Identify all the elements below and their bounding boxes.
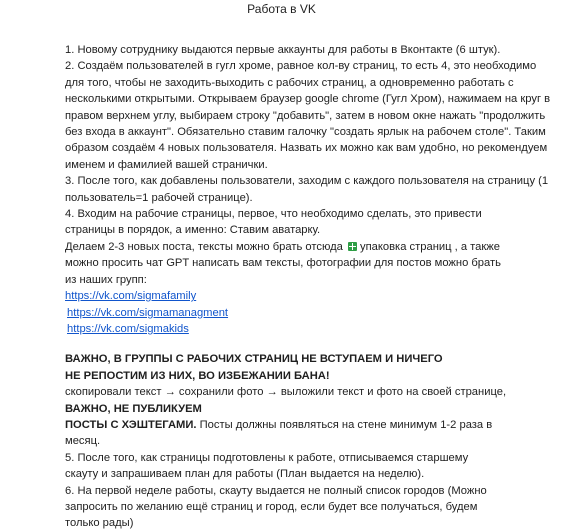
text-line: 6. На первой неделе работы, скауту выдается не полный список городов (Можно xyxy=(65,484,487,497)
text-line: несколькими открытыми. Открываем браузер google chrome (Гугл Хром), нажимаем на круг в xyxy=(65,93,551,106)
text-line: образом создаём 4 новых пользователя. Назвать их можно как вам удобно, но рекомендуем xyxy=(65,142,548,155)
text-line: скопировали текст → сохранили фото → выложили текст и фото на своей странице, xyxy=(65,386,507,399)
document-title: Работа в VK xyxy=(247,2,316,16)
green-plus-icon xyxy=(348,242,357,251)
text-line: 5. После того, как страницы подготовлены к работе, отписываемся старшему xyxy=(65,451,469,464)
text-line: 3. После того, как добавлены пользователи, заходим с каждого пользователя на страницу (1 xyxy=(65,175,549,188)
text-line: пользователь=1 рабочей странице). xyxy=(65,191,253,204)
text-line xyxy=(65,417,535,433)
text-line: только рады) xyxy=(65,517,134,530)
text-line: скауту и запрашиваем план для работы (План выдается на неделю). xyxy=(65,468,425,481)
warning-segment: ПОСТЫ С ХЭШТЕГАМИ. xyxy=(65,418,197,431)
spacer xyxy=(65,337,535,351)
document-body xyxy=(65,42,551,532)
text-line: правом верхнем углу, выбираем строку "добавить", затем в новом окне нажать "продолжить xyxy=(65,109,546,122)
text-line: запросить по желанию ещё страниц и город, если будет все получаться, будем xyxy=(65,500,478,513)
warning-line: ВАЖНО, НЕ ПУБЛИКУЕМ xyxy=(65,402,202,415)
text-line: без входа в аккаунт". Обязательно ставим галочку "создать ярлык на рабочем столе". Таким xyxy=(65,126,546,139)
text-line: из наших групп: xyxy=(65,273,147,286)
text-segment: Делаем 2-3 новых поста, тексты можно брать отсюда xyxy=(65,240,343,253)
text-line: 4. Входим на рабочие страницы, первое, что необходимо сделать, это привести xyxy=(65,208,482,221)
text-line: именем и фамилией вашей странички. xyxy=(65,158,268,171)
link-sigmamanagment[interactable]: https://vk.com/sigmamanagment xyxy=(67,306,229,319)
link-sigmakids[interactable]: https://vk.com/sigmakids xyxy=(67,322,189,335)
text-line: 1. Новому сотруднику выдаются первые аккаунты для работы в Вконтакте (6 штук). xyxy=(65,44,501,56)
text-line: для того, чтобы не заходить-выходить с рабочих страниц, а одновременно работать с xyxy=(65,76,514,89)
pack-link-text[interactable]: упаковка страниц , а также xyxy=(360,240,501,253)
text-line xyxy=(65,239,535,255)
text-segment: Посты должны появляться на стене минимум 1-2 раза в xyxy=(196,418,493,431)
warning-line: ВАЖНО, В ГРУППЫ С РАБОЧИХ СТРАНИЦ НЕ ВСТУПАЕМ И НИЧЕГО xyxy=(65,353,443,366)
text-line: месяц. xyxy=(65,435,101,448)
text-line: можно просить чат GPT написать вам тексты, фотографии для постов можно брать xyxy=(65,257,501,270)
warning-line: НЕ РЕПОСТИМ ИЗ НИХ, ВО ИЗБЕЖАНИИ БАНА! xyxy=(65,369,330,382)
link-sigmafamily[interactable]: https://vk.com/sigmafamily xyxy=(65,290,197,303)
text-line: 2. Создаём пользователей в гугл хроме, равное кол-ву страниц, то есть 4, это необходимо xyxy=(65,60,537,73)
text-line: страницы в порядок, а именно: Ставим аватарку. xyxy=(65,224,321,237)
